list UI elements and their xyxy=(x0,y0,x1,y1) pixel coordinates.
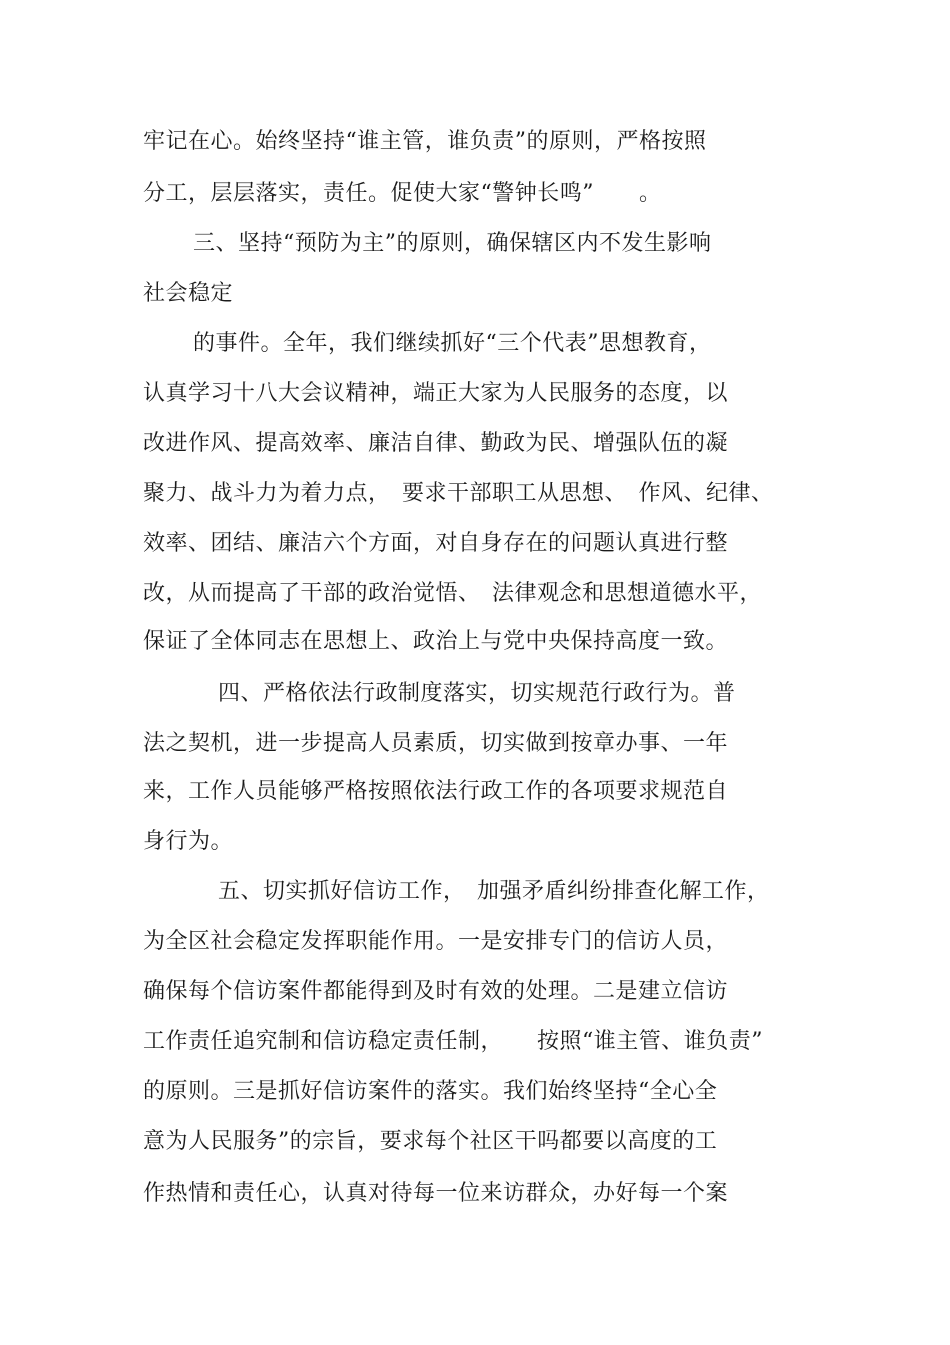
text-line: 社会稳定 xyxy=(143,281,234,306)
text-line: 工作责任追究制和信访稳定责任制， 按照“谁主管、谁负责” xyxy=(143,1029,763,1054)
text-line: 分工，层层落实，责任。促使大家“警钟长鸣” 。 xyxy=(143,181,662,206)
text-line: 的原则。三是抓好信访案件的落实。我们始终坚持“全心全 xyxy=(143,1079,718,1104)
text-line: 聚力、战斗力为着力点， 要求干部职工从思想、 作风、纪律、 xyxy=(143,481,774,506)
text-line: 确保每个信访案件都能得到及时有效的处理。二是建立信访 xyxy=(143,979,729,1004)
text-line: 三、坚持“预防为主”的原则，确保辖区内不发生影响 xyxy=(193,231,712,256)
text-line: 法之契机，进一步提高人员素质，切实做到按章办事、一年 xyxy=(143,731,729,756)
text-line: 认真学习十八大会议精神，端正大家为人民服务的态度，以 xyxy=(143,381,729,406)
text-line: 改，从而提高了干部的政治觉悟、 法律观念和思想道德水平， xyxy=(143,581,763,606)
text-line: 效率、团结、廉洁六个方面，对自身存在的问题认真进行整 xyxy=(143,531,729,556)
text-line: 保证了全体同志在思想上、政治上与党中央保持高度一致。 xyxy=(143,629,729,654)
text-line: 改进作风、提高效率、廉洁自律、勤政为民、增强队伍的凝 xyxy=(143,431,729,456)
text-line: 作热情和责任心，认真对待每一位来访群众，办好每一个案 xyxy=(143,1181,729,1206)
text-line: 的事件。全年，我们继续抓好“三个代表”思想教育， xyxy=(193,331,712,356)
text-line: 五、切实抓好信访工作， 加强矛盾纠纷排查化解工作， xyxy=(218,879,770,904)
text-line: 身行为。 xyxy=(143,829,234,854)
text-line: 为全区社会稳定发挥职能作用。一是安排专门的信访人员， xyxy=(143,929,729,954)
text-line: 牢记在心。始终坚持“谁主管，谁负责”的原则，严格按照 xyxy=(143,129,707,154)
text-line: 来，工作人员能够严格按照依法行政工作的各项要求规范自 xyxy=(143,779,729,804)
text-line: 意为人民服务”的宗旨，要求每个社区干吗都要以高度的工 xyxy=(143,1129,718,1154)
text-line: 四、严格依法行政制度落实，切实规范行政行为。普 xyxy=(218,681,736,706)
